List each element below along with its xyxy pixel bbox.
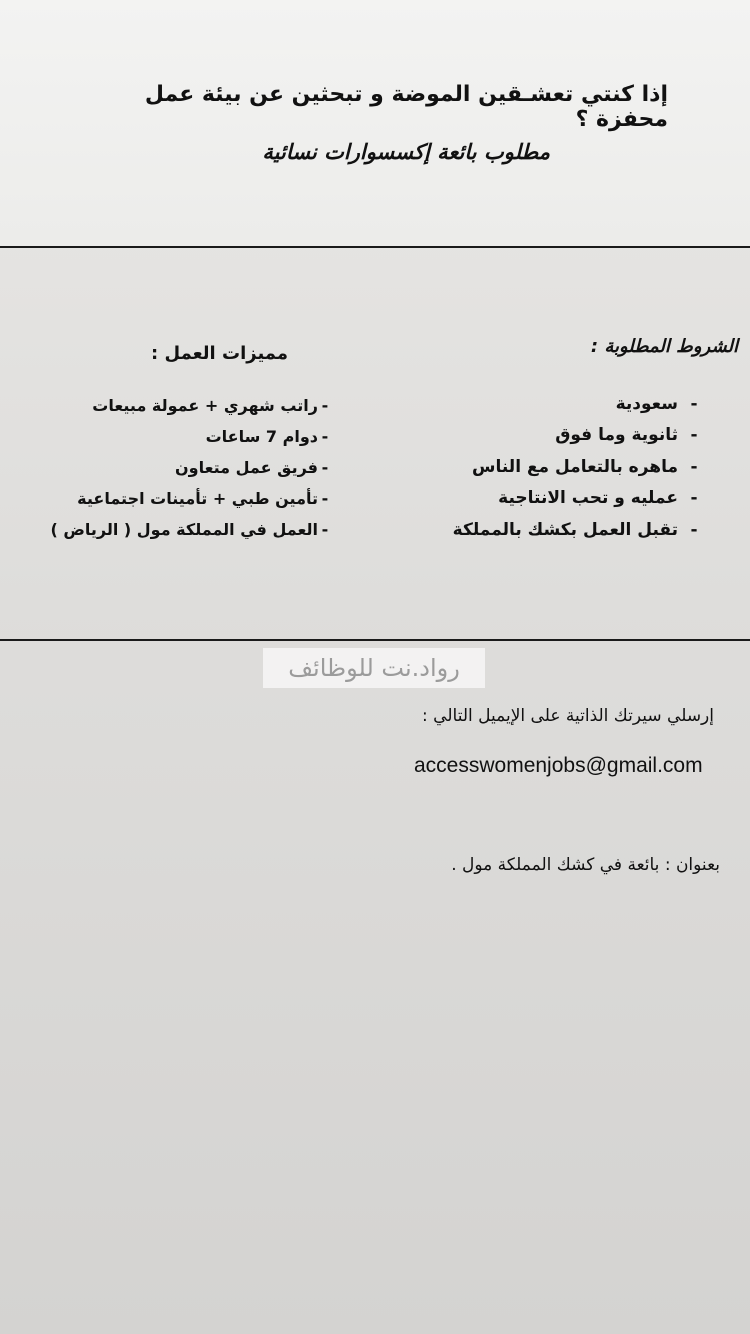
headline: إذا كنتي تعشـقين الموضة و تبحثين عن بيئة عمل محفزة ؟ bbox=[144, 82, 668, 132]
requirement-item: - تقبل العمل بكشك بالمملكة bbox=[452, 519, 698, 540]
requirement-item: - ماهره بالتعامل مع الناس bbox=[472, 456, 698, 477]
divider-top bbox=[0, 246, 750, 248]
requirements-title: الشروط المطلوبة : bbox=[590, 336, 738, 357]
benefit-item: - راتب شهري + عمولة مبيعات bbox=[92, 396, 329, 415]
watermark: رواد.نت للوظائف bbox=[263, 648, 485, 688]
benefit-item: - تأمين طبي + تأمينات اجتماعية bbox=[77, 489, 329, 508]
benefit-item: - العمل في المملكة مول ( الرياض ) bbox=[50, 520, 329, 539]
requirements-list bbox=[410, 388, 710, 546]
send-cv-instruction: إرسلي سيرتك الذاتية على الإيميل التالي : bbox=[422, 706, 714, 726]
benefit-item: - دوام 7 ساعات bbox=[205, 427, 329, 446]
requirement-item: - عمليه و تحب الانتاجية bbox=[498, 488, 698, 509]
requirement-item: - ثانوية وما فوق bbox=[555, 425, 698, 446]
job-title: مطلوب بائعة إكسسوارات نسائية bbox=[262, 140, 550, 164]
requirement-item: - سعودية bbox=[615, 393, 698, 414]
header-section bbox=[0, 0, 750, 246]
divider-middle bbox=[0, 639, 750, 641]
contact-email: accesswomenjobs@gmail.com bbox=[414, 754, 703, 777]
benefit-item: - فريق عمل متعاون bbox=[174, 458, 329, 477]
benefits-title: مميزات العمل : bbox=[151, 343, 288, 364]
email-subject: بعنوان : بائعة في كشك المملكة مول . bbox=[451, 855, 720, 875]
benefits-list bbox=[2, 390, 332, 545]
